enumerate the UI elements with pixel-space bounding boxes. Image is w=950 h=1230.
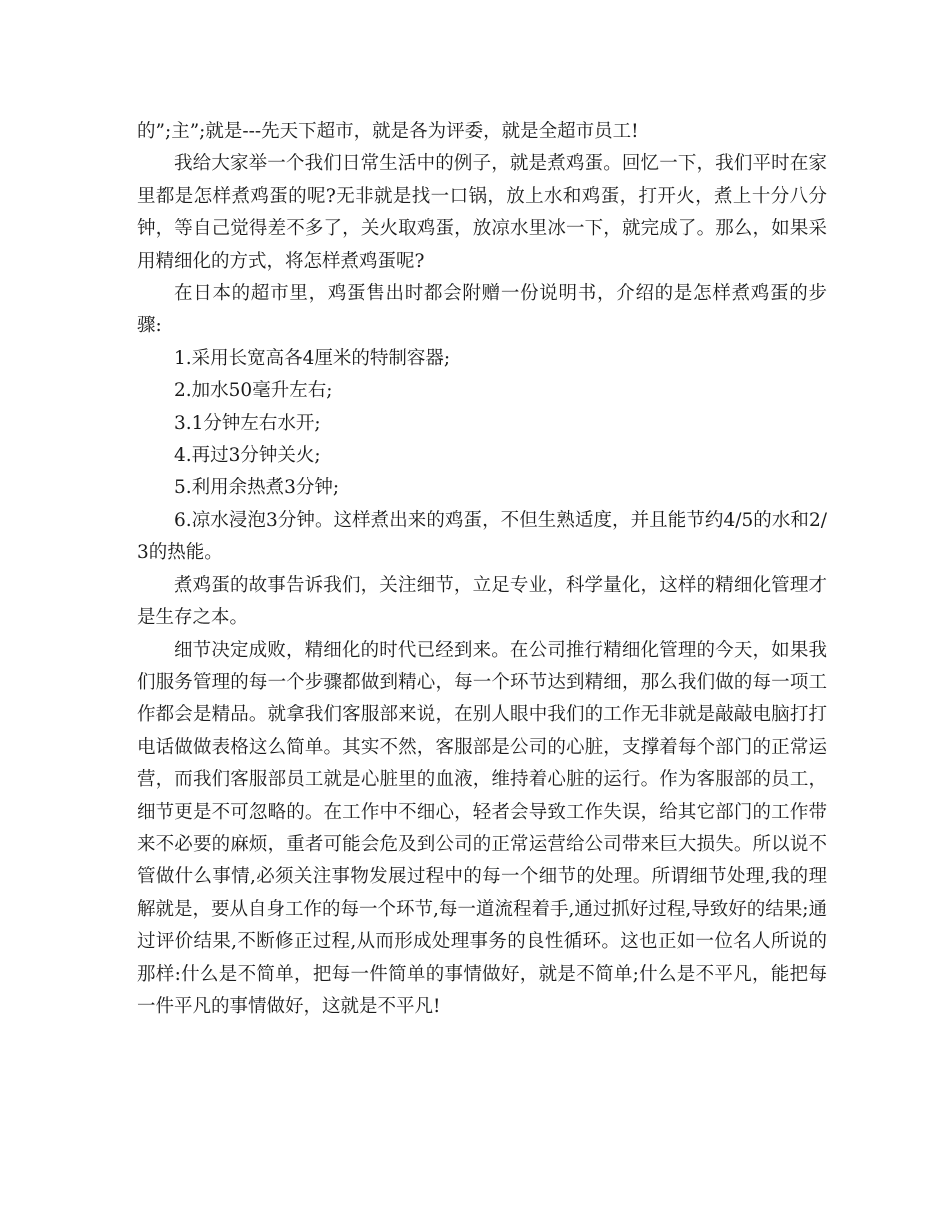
list-item-step-5: 5.利用余热煮3分钟; [174,477,340,499]
paragraph-lesson: 煮鸡蛋的故事告诉我们，关注细节，立足专业，科学量化，这样的精细化管理才是生存之本。 [137,574,827,629]
paragraph-egg-example: 我给大家举一个我们日常生活中的例子，就是煮鸡蛋。回忆一下，我们平时在家里都是怎样煮鸡蛋的呢?无非就是找一口锅，放上水和鸡蛋，打开火，煮上十分八分钟，等自己觉得差不多了，关火取鸡蛋，放凉水里冰一下，就完成了。那么，如果采用精细化的方式，将怎样煮鸡蛋呢? [137,153,827,272]
list-item-step-2: 2.加水50毫升左右; [174,380,333,402]
paragraph-continuation: 的”;主”;就是---先天下超市，就是各为评委，就是全超市员工! [137,121,639,142]
paragraph-details-matter: 细节决定成败，精细化的时代已经到来。在公司推行精细化管理的今天，如果我们服务管理的每一个步骤都做到精心，每一个环节达到精细，那么我们做的每一项工作都会是精品。就拿我们客服部来说，在别人眼中我们的工作无非就是敲敲电脑打打电话做做表格这么简单。其实不然，客服部是公司的心脏，支撑着每个部门的正常运营，而我们客服部员工就是心脏里的血液，维持着心脏的运行。作为客服部的员工，细节更是不可忽略的。在工作中不细心，轻者会导致工作失误，给其它部门的工作带来不必要的麻烦，重者可能会危及到公司的正常运营给公司带来巨大损失。所以说不管做什么事情,必须关注事物发展过程中的每一个细节的处理。所谓细节处理,我的理解就是，要从自身工作的每一个环节,每一道流程着手,通过抓好过程,导致好的结果;通过评价结果,不断修正过程,从而形成处理事务的良性循环。这也正如一位名人所说的那样:什么是不简单，把每一件简单的事情做好，就是不简单;什么是不平凡，能把每一件平凡的事情做好，这就是不平凡! [137,639,827,1017]
list-item-step-1: 1.采用长宽高各4厘米的特制容器; [174,347,451,369]
list-item-step-6: 6.凉水浸泡3分钟。这样煮出来的鸡蛋，不但生熟适度，并且能节约4/5的水和2/3的热能。 [137,509,827,564]
list-item-step-3: 3.1分钟左右水开; [174,412,321,434]
paragraph-japan-supermarket: 在日本的超市里，鸡蛋售出时都会附赠一份说明书，介绍的是怎样煮鸡蛋的步骤: [137,283,827,337]
list-item-step-4: 4.再过3分钟关火; [174,445,321,467]
body-text [137,116,827,1023]
